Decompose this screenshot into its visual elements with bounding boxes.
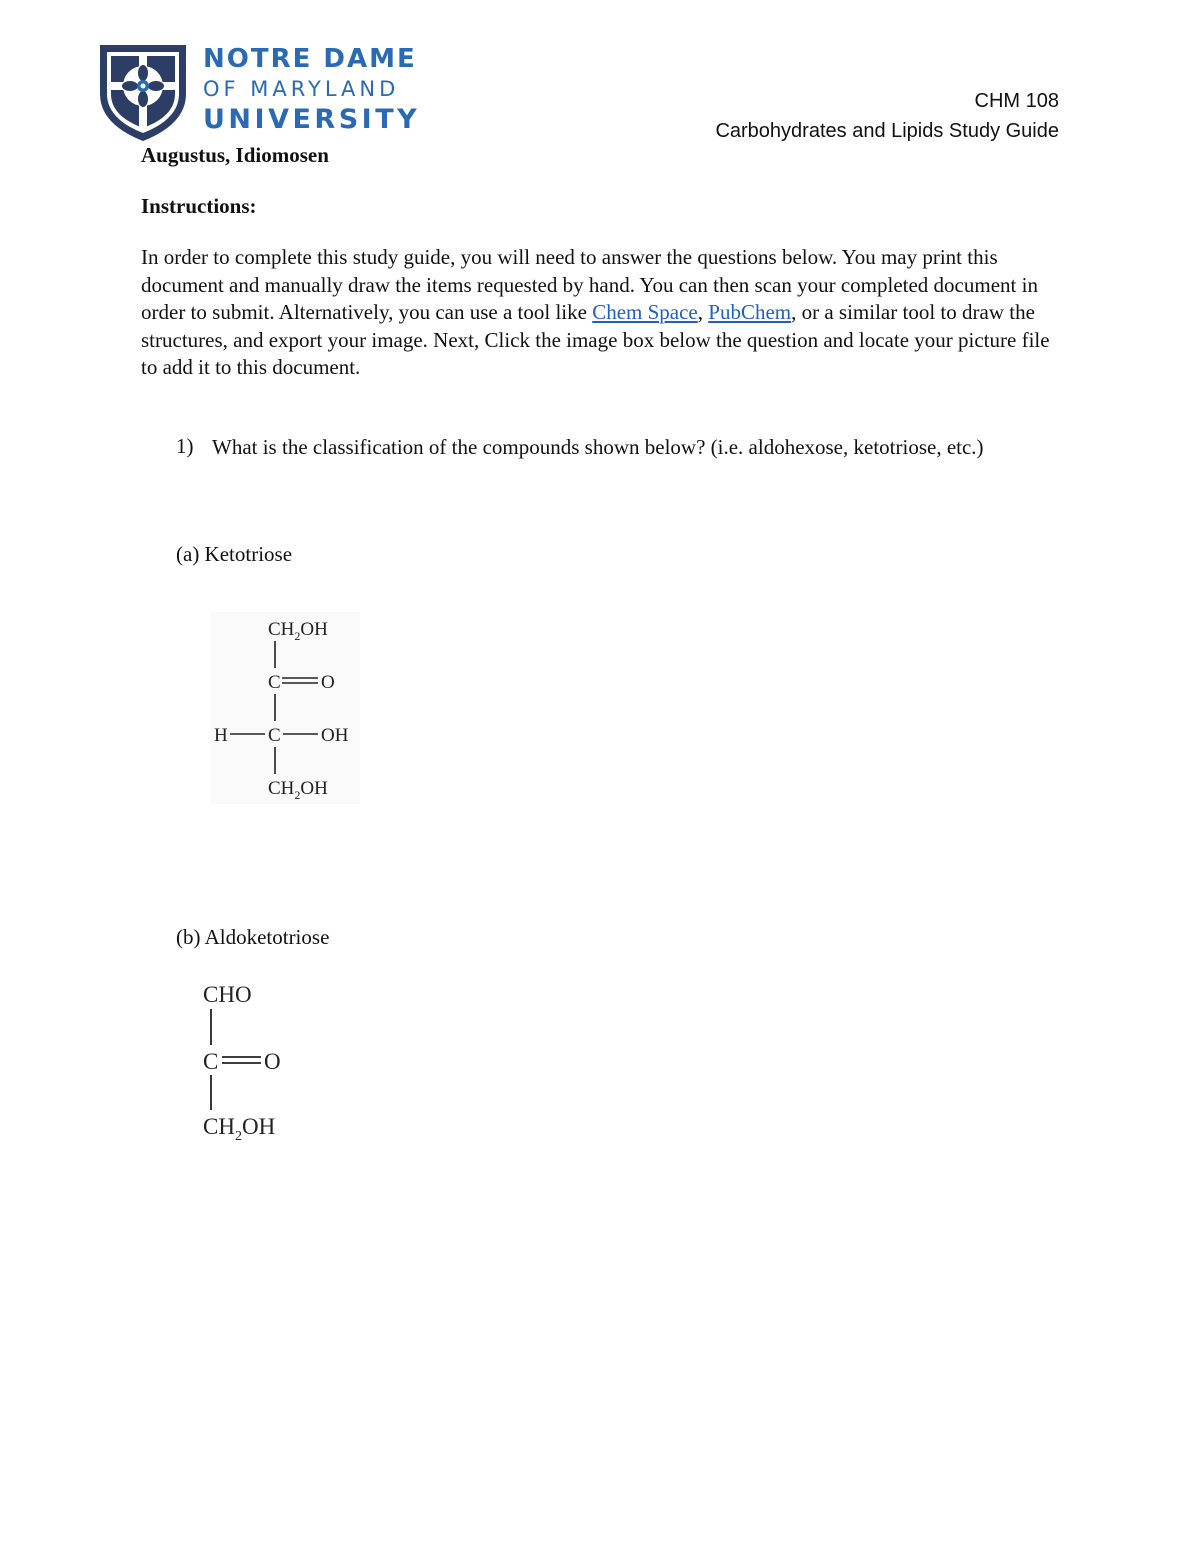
answer-b: (b) Aldoketotriose — [176, 925, 330, 949]
struct-b-carbonyl-c: C — [203, 1049, 219, 1074]
shield-crest-icon — [97, 42, 189, 142]
answer-a: (a) Ketotriose — [176, 542, 293, 566]
struct-a-bottom: CH — [268, 778, 295, 799]
struct-b-carbonyl-o: O — [264, 1049, 281, 1074]
struct-a-left-h: H — [214, 725, 228, 746]
student-name: Augustus, Idiomosen — [141, 143, 329, 167]
chem-space-link[interactable]: Chem Space — [592, 300, 698, 324]
document-title: Carbohydrates and Lipids Study Guide — [715, 120, 1059, 142]
ketotriose-structure — [210, 612, 360, 804]
struct-a-right-oh: OH — [321, 725, 349, 746]
svg-text:CH2OH — [268, 619, 328, 643]
struct-a-top-end: OH — [300, 619, 328, 640]
question-text: What is the classification of the compounds shown below? (i.e. aldohexose, ketotriose, etc.) — [212, 435, 984, 459]
instructions-text — [141, 244, 1071, 382]
instructions-text-part3: , or a similar tool to draw the structures, and export your image. Next, Click the image box below the question and locate your picture file to add it to this document. — [141, 300, 1050, 379]
struct-b-top: CHO — [203, 982, 252, 1007]
svg-text:CH2OH — [203, 1114, 275, 1144]
struct-b-bottom: CH — [203, 1114, 235, 1139]
struct-a-carbonyl-o: O — [321, 672, 335, 693]
struct-a-bottom-sub: 2 — [294, 788, 301, 802]
struct-a-top: CH — [268, 619, 295, 640]
instructions-text-part2: , — [697, 300, 709, 324]
struct-b-bottom-end: OH — [241, 1114, 276, 1139]
svg-text:CH2OH — [268, 778, 328, 802]
university-name-line1: NOTRE DAME — [203, 44, 417, 74]
university-name-line2: OF MARYLAND — [203, 77, 400, 101]
struct-a-carbonyl-c: C — [268, 672, 281, 693]
aldoketotriose-structure — [198, 976, 308, 1146]
struct-a-top-sub: 2 — [294, 629, 301, 643]
structure-image-b[interactable] — [198, 976, 308, 1146]
university-name-line3: UNIVERSITY — [203, 104, 421, 135]
structure-image-a[interactable] — [210, 612, 360, 804]
instructions-text-part1: In order to complete this study guide, you will need to answer the questions below. You may print this document and manually draw the items requested by hand. You can then scan your completed document in order to submit. Alternatively, you can use a tool like — [141, 245, 1038, 324]
document-header — [715, 86, 1059, 146]
university-logo — [97, 42, 421, 142]
question-number: 1) — [176, 434, 194, 458]
pubchem-link[interactable]: PubChem — [708, 300, 792, 324]
struct-b-bottom-sub: 2 — [234, 1129, 242, 1144]
course-code: CHM 108 — [974, 90, 1059, 112]
instructions-heading: Instructions: — [141, 194, 257, 218]
struct-a-center-c: C — [268, 725, 281, 746]
struct-a-bottom-end: OH — [300, 778, 328, 799]
